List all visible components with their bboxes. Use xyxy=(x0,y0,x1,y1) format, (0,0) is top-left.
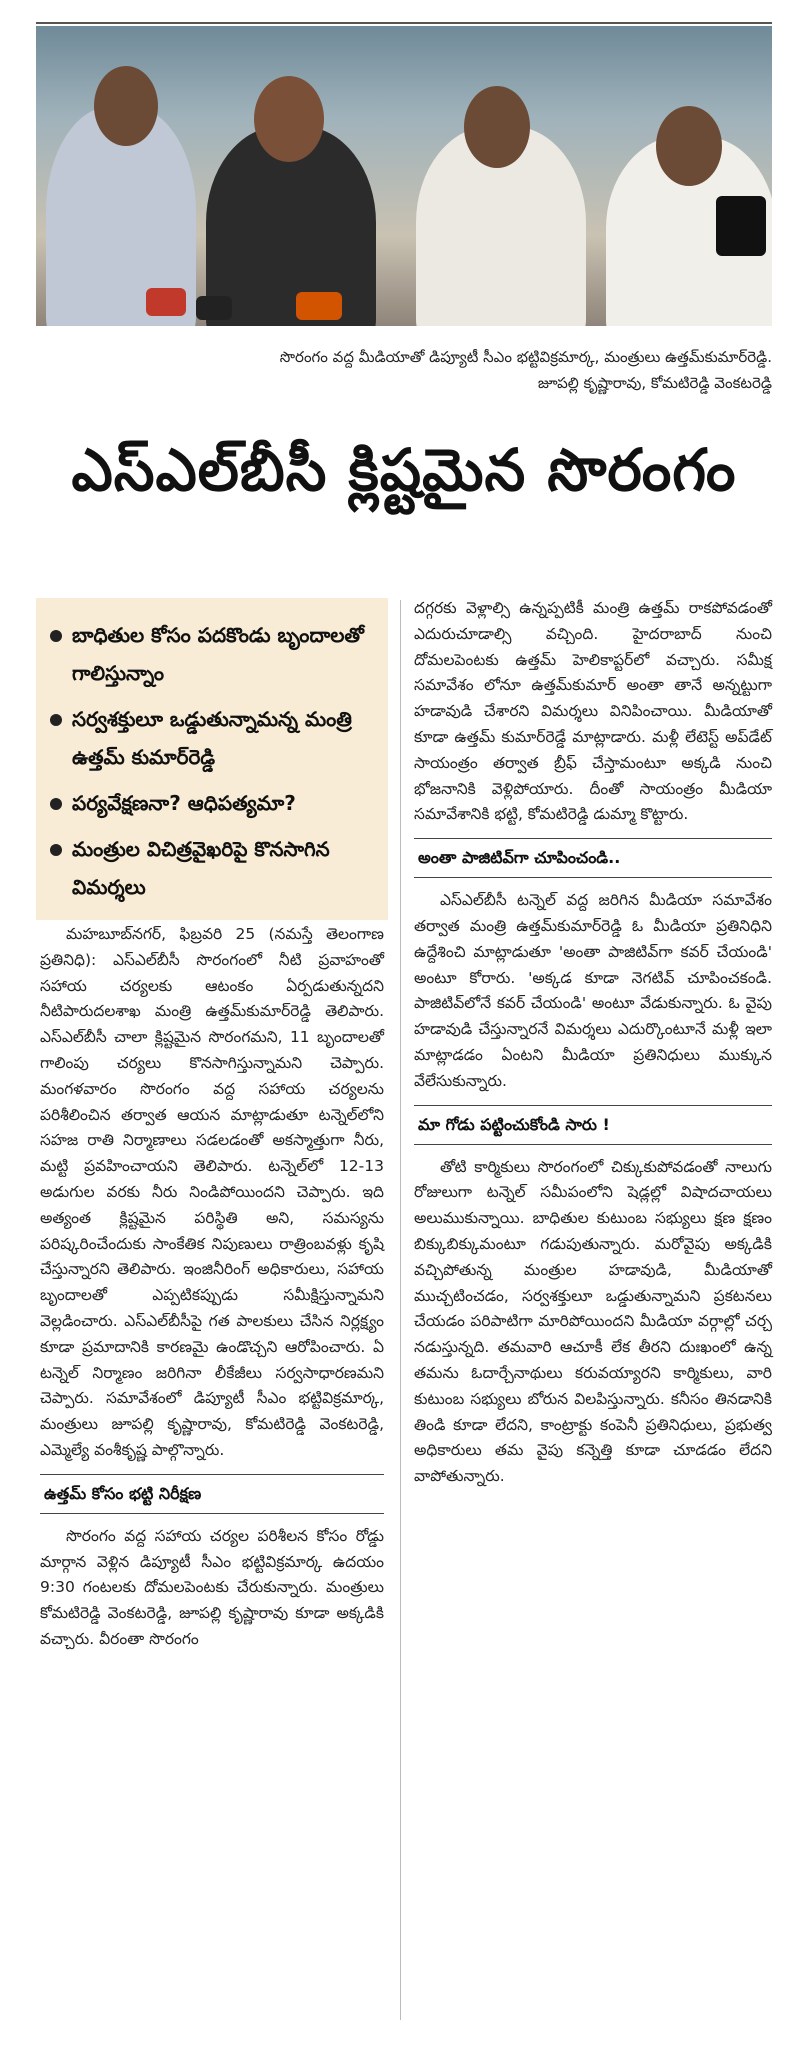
highlight-text: బాధితుల కోసం పదకొండు బృందాలతో గాలిస్తున్నాం xyxy=(72,623,364,685)
highlight-text: పర్యవేక్షణనా? ఆధిపత్యమా? xyxy=(72,791,296,815)
article-paragraph: ఎస్‌ఎల్‌బీసీ టన్నెల్ వద్ద జరిగిన మీడియా సమావేశం తర్వాత మంత్రి ఉత్తమ్‌కుమార్‌రెడ్డి ఓ మీడియా ప్రతినిధిని ఉద్దేశించి మాట్లాడుతూ 'అంతా పాజిటివ్‌గా కవర్ చేయండి' అంటూ కోరారు. 'అక్కడ కూడా నెగటివ్ చూపించకండి. పాజిటివ్‌లోనే కవర్ చేయండి' అంటూ వేడుకున్నారు. ఓ వైపు హడావుడి చేస్తున్నారనే విమర్శలు ఎదుర్కొంటూనే మళ్లీ ఇలా మాట్లాడడం ఏంటని మీడియా ప్రతినిధులు ముక్కున వేలేసుకున్నారు. xyxy=(414,891,772,1090)
bullet-icon xyxy=(50,798,62,810)
highlight-text: సర్వశక్తులూ ఒడ్డుతున్నామన్న మంత్రి ఉత్తమ్ కుమార్‌రెడ్డి xyxy=(72,707,352,769)
article-column-right xyxy=(414,596,772,1494)
article-paragraph: తోటి కార్మికులు సొరంగంలో చిక్కుకుపోవడంతో నాలుగు రోజులుగా టన్నెల్ సమీపంలోని షెడ్లల్లో విషాదచాయలు అలుముకున్నాయి. బాధితుల కుటుంబ సభ్యులు క్షణ క్షణం బిక్కుబిక్కుమంటూ గడుపుతున్నారు. మరోవైపు అక్కడికి వచ్చిపోతున్న మంత్రుల హడావుడి, మీడియాతో ముచ్చటించడం, సర్వశక్తులూ ఒడ్డుతున్నామని ప్రకటనలు చేయడం పరిపాటిగా మారిపోయిందని మీడియా వర్గాల్లో చర్చ నడుస్తున్నది. తమవారి ఆచూకీ లేక తీరని దుఃఖంలో ఉన్న తమను ఓదార్చేనాథులు కరువయ్యారని కార్మికులు, వారి కుటుంబ సభ్యులు బోరున విలపిస్తున్నారు. కనీసం తినడానికి తిండి కూడా లేదని, కాంట్రాక్టు కంపెనీ ప్రతినిధులు, ప్రభుత్వ అధికారులు తమ వైపు కన్నెత్తి కూడా చూడడం లేదని వాపోతున్నారు. xyxy=(414,1157,772,1486)
news-photo xyxy=(36,26,772,326)
column-divider xyxy=(400,600,401,2020)
microphone xyxy=(196,296,232,320)
caption-line-2: జూపల్లి కృష్ణారావు, కోమటిరెడ్డి వెంకటరెడ్డి xyxy=(537,374,772,392)
person-2-head xyxy=(254,76,324,162)
photo-caption xyxy=(36,344,772,396)
camera xyxy=(716,196,766,256)
microphone xyxy=(146,288,186,316)
highlight-text: మంత్రుల విచిత్రవైఖరిపై కొనసాగిన విమర్శలు xyxy=(72,837,330,899)
bullet-icon xyxy=(50,844,62,856)
caption-line-1: సొరంగం వద్ద మీడియాతో డిప్యూటీ సీఎం భట్టివిక్రమార్క, మంత్రులు ఉత్తమ్‌కుమార్‌రెడ్డి. xyxy=(279,348,772,366)
microphone xyxy=(296,292,342,320)
article-paragraph: మహబూబ్‌నగర్, ఫిబ్రవరి 25 (నమస్తే తెలంగాణ ప్రతినిధి): ఎస్‌ఎల్‌బీసీ సొరంగంలో నీటి ప్రవాహంతో సహాయ చర్యలకు ఆటంకం ఏర్పడుతున్నదని నీటిపారుదలశాఖ మంత్రి ఉత్తమ్‌కుమార్‌రెడ్డి తెలిపారు. ఎస్‌ఎల్‌బీసీ చాలా క్లిష్టమైన సొరంగమని, 11 బృందాలతో గాలింపు చర్యలు కొనసాగిస్తున్నామని చెప్పారు. మంగళవారం సొరంగం వద్ద సహాయ చర్యలను పరిశీలించిన తర్వాత ఆయన మాట్లాడుతూ టన్నెల్‌లోని సహజ రాతి నిర్మాణాలు సడలడంతో అకస్మాత్తుగా నీరు, మట్టి ప్రవహించాయని తెలిపారు. టన్నెల్‌లో 12-13 అడుగుల వరకు నీరు నిండిపోయిందని చెప్పారు. ఇది అత్యంత క్లిష్టమైన పరిస్థితి అని, సమస్యను పరిష్కరించేందుకు సాంకేతిక నిపుణులు రాత్రింబవళ్లు కృషి చేస్తున్నారని తెలిపారు. ఇంజినీరింగ్ అధికారులు, సహాయ బృందాలతో ఎప్పటికప్పుడు సమీక్షిస్తున్నామని వెల్లడించారు. ఎస్‌ఎల్‌బీసీపై గత పాలకులు చేసిన నిర్లక్ష్యం కూడా ప్రమాదానికి కారణమై ఉండొచ్చని ఆరోపించారు. ఏ టన్నెల్ నిర్మాణం జరిగినా లీకేజీలు సర్వసాధారణమని చెప్పారు. సమావేశంలో డిప్యూటీ సీఎం భట్టివిక్రమార్క, మంత్రులు జూపల్లి కృష్ణారావు, కోమటిరెడ్డి వెంకటరెడ్డి, ఎమ్మెల్యే వంశీకృష్ణ పాల్గొన్నారు. xyxy=(40,925,384,1459)
person-1-head xyxy=(94,66,158,146)
headline: ఎస్‌ఎల్‌బీసీ క్లిష్టమైన సొరంగం xyxy=(71,436,737,504)
highlight-item xyxy=(50,700,374,776)
bullet-icon xyxy=(50,714,62,726)
highlight-item xyxy=(50,830,374,906)
highlight-item xyxy=(50,616,374,692)
highlight-item xyxy=(50,784,374,822)
highlights-box xyxy=(36,598,388,920)
article-paragraph: దగ్గరకు వెళ్లాల్సి ఉన్నప్పటికీ మంత్రి ఉత్తమ్ రాకపోవడంతో ఎదురుచూడాల్సి వచ్చింది. హైదరాబాద్ నుంచి దోమలపెంటకు ఉత్తమ్ హెలికాప్టర్‌లో వచ్చారు. సమీక్ష సమావేశం లోనూ ఉత్తమ్‌కుమార్ అంతా తానే అన్నట్టుగా హడావుడి చేశారని విమర్శలు వినిపించాయి. మీడియాతో కూడా ఉత్తమ్ కుమార్‌రెడ్డే మాట్లాడారు. మళ్లీ లేటెస్ట్ అప్‌డేట్ సాయంత్రం తర్వాత బ్రీఫ్ చేస్తామంటూ అక్కడి నుంచి భోజనానికి వెళ్లిపోయారు. దీంతో సాయంత్రం మీడియా సమావేశానికి భట్టి, కోమటిరెడ్డి డుమ్మా కొట్టారు. xyxy=(414,599,772,824)
subheading: ఉత్తమ్ కోసం భట్టి నిరీక్షణ xyxy=(40,1474,384,1514)
person-3-head xyxy=(464,86,530,168)
subheading: అంతా పాజిటివ్‌గా చూపించండి.. xyxy=(414,838,772,878)
subheading: మా గోడు పట్టించుకోండి సారు ! xyxy=(414,1105,772,1145)
article-column-left xyxy=(40,922,384,1657)
bullet-icon xyxy=(50,630,62,642)
article-paragraph: సొరంగం వద్ద సహాయ చర్యల పరిశీలన కోసం రోడ్డు మార్గాన వెళ్లిన డిప్యూటీ సీఎం భట్టివిక్రమార్క ఉదయం 9:30 గంటలకు దోమలపెంటకు చేరుకున్నారు. మంత్రులు కోమటిరెడ్డి వెంకటరెడ్డి, జూపల్లి కృష్ణారావు కూడా అక్కడికి వచ్చారు. వీరంతా సొరంగం xyxy=(40,1526,384,1648)
top-rule xyxy=(36,22,772,24)
person-4-head xyxy=(656,106,722,186)
